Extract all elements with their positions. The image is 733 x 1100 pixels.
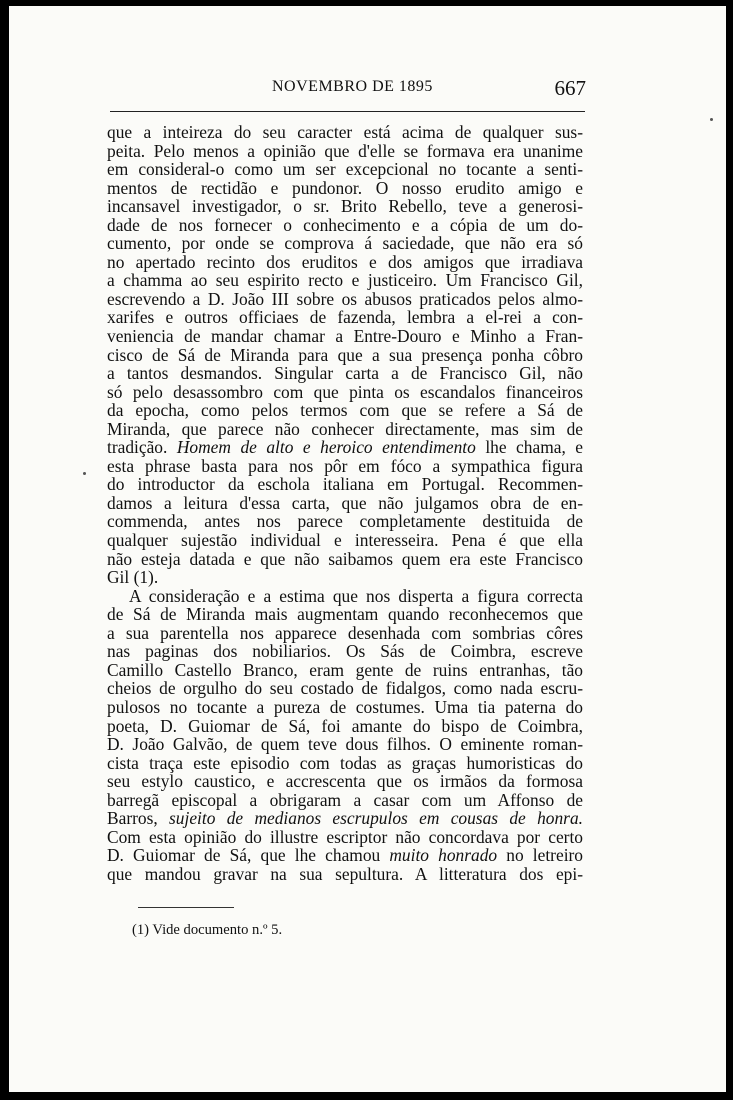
text-line: em consideral-o como um ser excepcional no tocante a senti-	[107, 159, 583, 180]
text-line-with-italic	[107, 846, 583, 865]
text-line: incansavel investigador, o sr. Brito Rebello, teve a generosi-	[107, 196, 583, 217]
text-span: tradição.	[107, 437, 177, 458]
text-line: poeta, D. Guiomar de Sá, foi amante do bispo de Coimbra,	[107, 715, 583, 736]
text-line: commenda, antes nos parece completamente destituida de	[107, 511, 583, 532]
footnote-rule	[138, 907, 234, 908]
paragraph-end-line: Gil (1).	[107, 567, 159, 588]
text-line: no apertado recinto dos eruditos e dos amigos que irradiava	[107, 251, 583, 272]
text-span: Barros,	[107, 808, 170, 829]
text-line: seu estylo caustico, e accrescenta que os irmãos da formosa	[107, 771, 583, 792]
text-span: lhe chama, e	[475, 437, 584, 458]
text-line: Com esta opinião do illustre escriptor não concordava por certo	[107, 826, 583, 847]
text-line: de Sá de Miranda mais augmentam quando reconhecemos que	[107, 604, 583, 625]
text-line: cisco de Sá de Miranda para que a sua presença ponha côbro	[107, 344, 583, 365]
paper-speck	[83, 472, 86, 475]
text-line: D. João Galvão, de quem teve dous filhos. O eminente roman-	[107, 734, 583, 755]
text-line: a sua parentella nos apparece desenhada com sombrias côres	[107, 622, 583, 643]
text-line: pulosos no tocante a pureza de costumes. Uma tia paterna do	[107, 696, 583, 717]
paragraph-start-line: A consideração e a estima que nos disperta a figura correcta	[129, 585, 583, 606]
text-line: que mandou gravar na sua sepultura. A litteratura dos epi-	[107, 863, 583, 884]
running-title: NOVEMBRO DE 1895	[272, 78, 433, 95]
text-line: qualquer sujestão individual e interesseira. Pena é que ella	[107, 530, 583, 551]
text-line: a chamma ao seu espirito recto e justiceiro. Um Francisco Gil,	[107, 270, 583, 291]
text-line: dade de nos fornecer o conhecimento e a cópia de um do-	[107, 214, 583, 235]
text-line: escrevendo a D. João III sobre os abusos praticados pelos almo-	[107, 288, 583, 309]
header-rule	[110, 111, 585, 112]
italic-quote: sujeito de medianos escrupulos em cousas de honra.	[169, 808, 583, 829]
italic-quote: muito honrado	[389, 845, 498, 866]
text-line: a tantos desmandos. Singular carta a de Francisco Gil, não	[107, 363, 583, 384]
text-line: Camillo Castello Branco, eram gente de ruins entranhas, tão	[107, 659, 583, 680]
text-line: cista traça este episodio com todas as graças humoristicas do	[107, 752, 583, 773]
text-line: mentos de rectidão e pundonor. O nosso erudito amigo e	[107, 177, 583, 198]
italic-quote: Homem de alto e heroico entendimento	[176, 437, 476, 458]
text-line: Miranda, que parece não conhecer directamente, mas sim de	[107, 418, 583, 439]
text-line: cumento, por onde se comprova á saciedade, que não era só	[107, 233, 583, 254]
text-line: esta phrase basta para nos pôr em fóco a sympathica figura	[107, 455, 583, 476]
text-line-with-italic	[107, 809, 583, 828]
text-line: xarifes e outros officiaes de fazenda, lembra a el-rei a con-	[107, 307, 583, 328]
text-line: peita. Pelo menos a opinião que d'elle se formava era unanime	[107, 140, 583, 161]
text-line: barregã episcopal a obrigaram a casar com um Affonso de	[107, 789, 583, 810]
text-line: da epocha, como pelos termos com que se refere a Sá de	[107, 400, 583, 421]
text-line: que a inteireza do seu caracter está acima de qualquer sus-	[107, 122, 583, 142]
text-span: D. Guiomar de Sá, que lhe chamou	[107, 845, 390, 866]
body-text	[107, 123, 583, 883]
text-line: damos a leitura d'essa carta, que não julgamos obra de en-	[107, 492, 583, 513]
text-span: no letreiro	[497, 845, 584, 866]
paper-speck	[710, 118, 713, 121]
footnote: (1) Vide documento n.º 5.	[132, 922, 283, 938]
page-number: 667	[554, 76, 586, 100]
text-line: só pelo desassombro com que pinta os escandalos financeiros	[107, 381, 583, 402]
text-line: nas paginas dos nobiliarios. Os Sás de Coimbra, escreve	[107, 641, 583, 662]
text-line: não esteja datada e que não saibamos quem era este Francisco	[107, 548, 583, 569]
text-line: do introductor da eschola italiana em Portugal. Recommen-	[107, 474, 583, 495]
page-header	[110, 76, 590, 102]
text-line: veniencia de mandar chamar a Entre-Douro e Minho a Fran-	[107, 326, 583, 347]
text-line-with-italic	[107, 438, 583, 457]
text-line: cheios de orgulho do seu costado de fidalgos, como nada escru-	[107, 678, 583, 699]
